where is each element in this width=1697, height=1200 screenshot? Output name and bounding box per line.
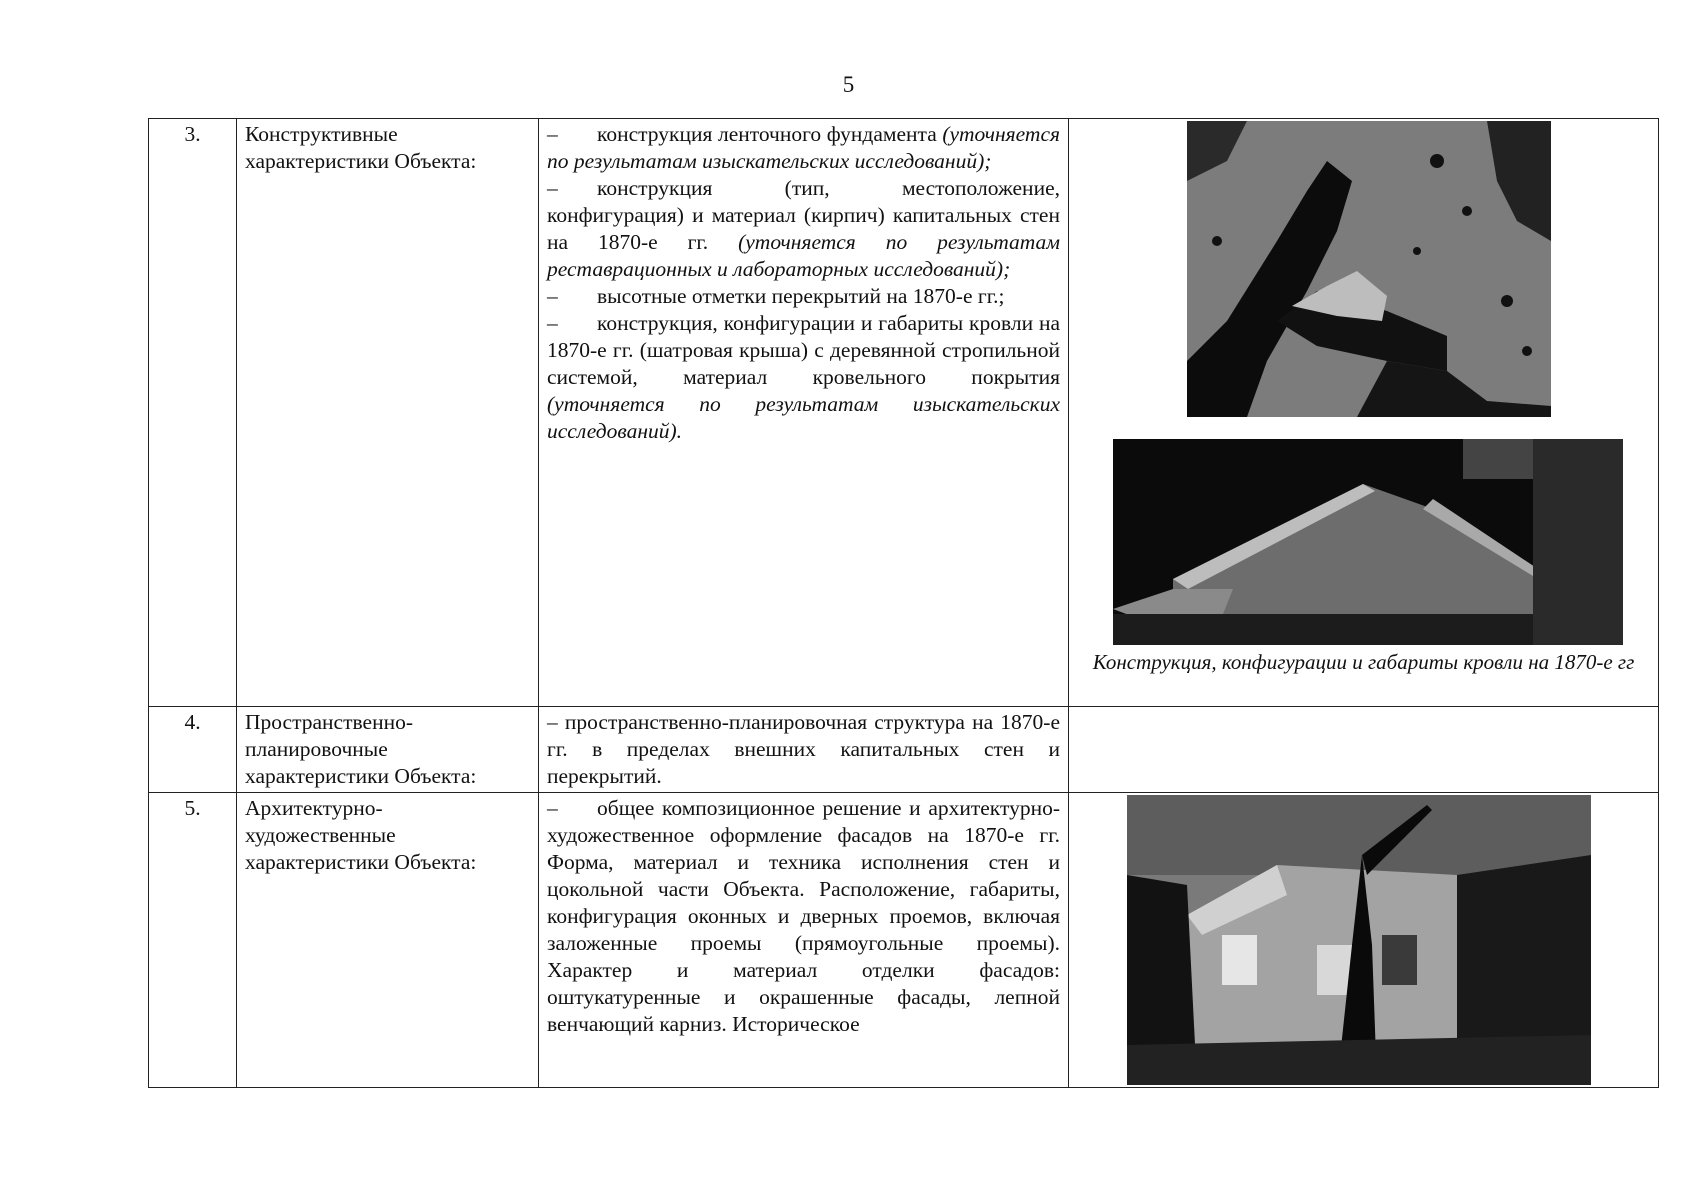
list-item xyxy=(547,121,1060,175)
table-row xyxy=(149,793,1659,1088)
characteristic-description: – пространственно-планировочная структура на 1870-е гг. в пределах внешних капитальных стен и перекрытий. xyxy=(539,707,1069,793)
list-item xyxy=(547,175,1060,283)
facade-photo xyxy=(1127,795,1591,1085)
characteristic-name: Архитектурно-художественные характеристики Объекта: xyxy=(237,793,539,1088)
list-item xyxy=(547,283,1060,310)
roof-photo xyxy=(1113,439,1623,645)
list-dash: – xyxy=(547,284,558,308)
item-note: (уточняется по результатам реставрационных и лабораторных исследований); xyxy=(547,230,1060,281)
item-text: высотные отметки перекрытий на 1870-е гг.; xyxy=(597,284,1005,308)
characteristic-name: Пространственно-планировочные характеристики Объекта: xyxy=(237,707,539,793)
photo-cell xyxy=(1069,119,1659,707)
row-number: 5. xyxy=(149,793,237,1088)
item-note: (уточняется по результатам изыскательских исследований); xyxy=(547,122,1060,173)
list-dash: – xyxy=(547,122,558,146)
item-note: (уточняется по результатам изыскательских исследований). xyxy=(547,392,1060,443)
item-text: конструкция (тип, местоположение, конфигурация) и материал (кирпич) капитальных стен на 1870-е гг. xyxy=(547,176,1060,254)
table-row xyxy=(149,119,1659,707)
characteristics-table xyxy=(148,118,1659,1088)
list-item xyxy=(547,310,1060,445)
item-text: общее композиционное решение и архитектурно-художественное оформление фасадов на 1870-е гг. Форма, материал и техника исполнения стен и цокольной части Объекта. Расположение, габариты, конфигурация оконных и дверных проемов, включая заложенные проемы (прямоугольные проемы). Характер и материал отделки фасадов: оштукатуренные и окрашенные фасады, лепной венчающий карниз. Историческое xyxy=(547,796,1060,1036)
page-number: 5 xyxy=(842,72,855,97)
foundation-photo xyxy=(1187,121,1551,417)
list-dash: – xyxy=(547,176,558,200)
characteristic-name: Конструктивные характеристики Объекта: xyxy=(237,119,539,707)
item-text: конструкция ленточного фундамента xyxy=(597,122,943,146)
item-text: конструкция, конфигурации и габариты кровли на 1870-е гг. (шатровая крыша) с деревянной стропильной системой, материал кровельного покрытия xyxy=(547,311,1060,389)
photo-cell xyxy=(1069,793,1659,1088)
empty-cell xyxy=(1069,707,1659,793)
row-number: 4. xyxy=(149,707,237,793)
list-dash: – xyxy=(547,796,558,820)
characteristic-description xyxy=(539,119,1069,707)
row-number: 3. xyxy=(149,119,237,707)
table-row xyxy=(149,707,1659,793)
list-item xyxy=(547,795,1060,1038)
photo-caption: Конструкция, конфигурации и габариты кровли на 1870-е гг xyxy=(1092,650,1635,674)
list-dash: – xyxy=(547,311,558,335)
characteristic-description xyxy=(539,793,1069,1088)
